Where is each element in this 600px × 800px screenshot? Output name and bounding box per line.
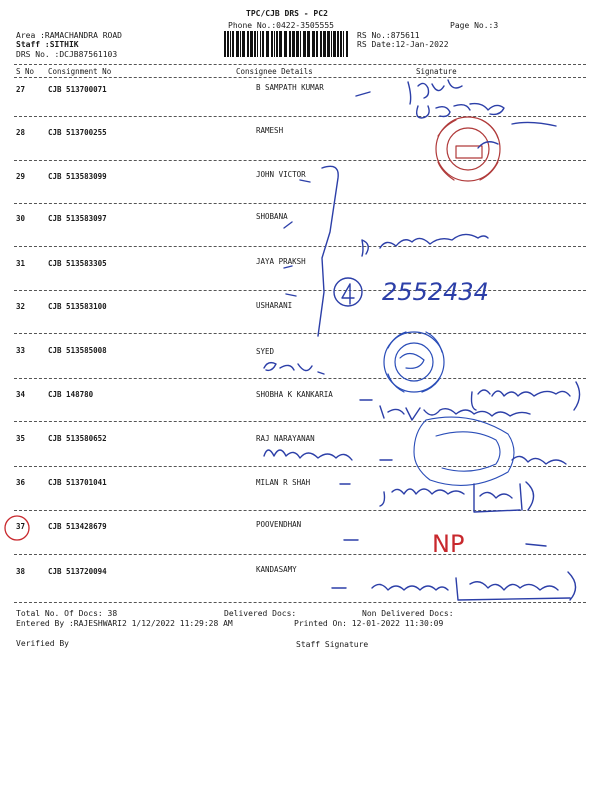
trading-stamp-icon	[384, 332, 444, 392]
row-consignee: SHOBHA K KANKARIA	[256, 390, 333, 399]
drs-number: DRS No. :DCJB87561103	[16, 50, 118, 59]
row-consignment: CJB 513583097	[48, 214, 107, 223]
row-consignee: POOVENDHAN	[256, 520, 302, 529]
row-sno: 31	[16, 259, 26, 268]
private-limited-stamp-icon	[414, 417, 514, 485]
row-consignment: CJB 513700071	[48, 85, 107, 94]
column-consignee: Consignee Details	[236, 67, 313, 76]
column-consignment: Consignment No	[48, 67, 112, 76]
signature-row-36	[340, 482, 534, 512]
signature-row-33	[264, 363, 312, 371]
row-consignee: SYED	[256, 347, 275, 356]
handwritten-phone: 2552434	[382, 278, 489, 306]
signature-row-27	[356, 80, 504, 118]
row-consignee: SHOBANA	[256, 212, 288, 221]
signature-row-35	[264, 417, 566, 485]
row-consignment: CJB 513700255	[48, 128, 107, 137]
printed-on: Printed On: 12-01-2022 11:30:09	[294, 619, 444, 628]
row-consignee: B SAMPATH KUMAR	[256, 83, 324, 92]
column-sno: S No	[16, 67, 35, 76]
document-title: TPC/CJB DRS - PC2	[246, 9, 328, 18]
row-sno: 38	[16, 567, 26, 576]
row-consignment: CJB 513720094	[48, 567, 107, 576]
phone-number: Phone No.:0422-3505555	[228, 21, 334, 30]
row-sno: 35	[16, 434, 26, 443]
verified-by: Verified By	[16, 639, 69, 648]
row-consignee: RAMESH	[256, 126, 284, 135]
row-consignee: MILAN R SHAH	[256, 478, 311, 487]
row-sno: 33	[16, 346, 26, 355]
row-consignment: CJB 513583305	[48, 259, 107, 268]
row-sno: 29	[16, 172, 26, 181]
signature-row-31	[362, 234, 488, 256]
column-signature: Signature	[416, 67, 457, 76]
row-sno: 27	[16, 85, 26, 94]
circled-number-icon	[334, 278, 362, 306]
signature-row-38	[332, 572, 576, 600]
rs-number: RS No.:875611	[357, 31, 420, 40]
row-consignment: CJB 513585008	[48, 346, 107, 355]
row-consignment: CJB 513583099	[48, 172, 107, 181]
delivered-docs: Delivered Docs:	[224, 609, 297, 618]
row-sno: 28	[16, 128, 26, 137]
row-consignment: CJB 513583100	[48, 302, 107, 311]
bracket-mark	[284, 166, 338, 336]
page-number: Page No.:3	[450, 21, 499, 30]
row-consignee: USHARANI	[256, 301, 293, 310]
row-sno: 32	[16, 302, 26, 311]
circled-row-37-icon	[5, 516, 29, 540]
row-consignee: RAJ NARAYANAN	[256, 434, 315, 443]
row-consignment: CJB 513428679	[48, 522, 107, 531]
row-consignee: KANDASAMY	[256, 565, 297, 574]
signature-row-34	[360, 382, 580, 420]
rs-date: RS Date:12-Jan-2022	[357, 40, 449, 49]
row-sno: 34	[16, 390, 26, 399]
total-docs: Total No. Of Docs: 38	[16, 609, 118, 618]
row-sno: 36	[16, 478, 26, 487]
entered-by: Entered By :RAJESHWARI2 1/12/2022 11:29:28 AM	[16, 619, 233, 628]
staff-signature: Staff Signature	[296, 640, 369, 649]
row-consignee: JAYA PRAKSH	[256, 257, 306, 266]
row-consignment: CJB 148780	[48, 390, 94, 399]
company-stamp-icon	[436, 117, 500, 181]
row-sno: 37	[16, 522, 26, 531]
row-consignee: JOHN VICTOR	[256, 170, 306, 179]
row-sno: 30	[16, 214, 26, 223]
np-mark: NP	[432, 530, 465, 558]
row-consignment: CJB 513580652	[48, 434, 107, 443]
row-consignment: CJB 513701041	[48, 478, 107, 487]
non-delivered-docs: Non Delivered Docs:	[362, 609, 454, 618]
area-label: Area :RAMACHANDRA ROAD	[16, 31, 122, 40]
staff-label: Staff :SITHIK	[16, 40, 79, 49]
